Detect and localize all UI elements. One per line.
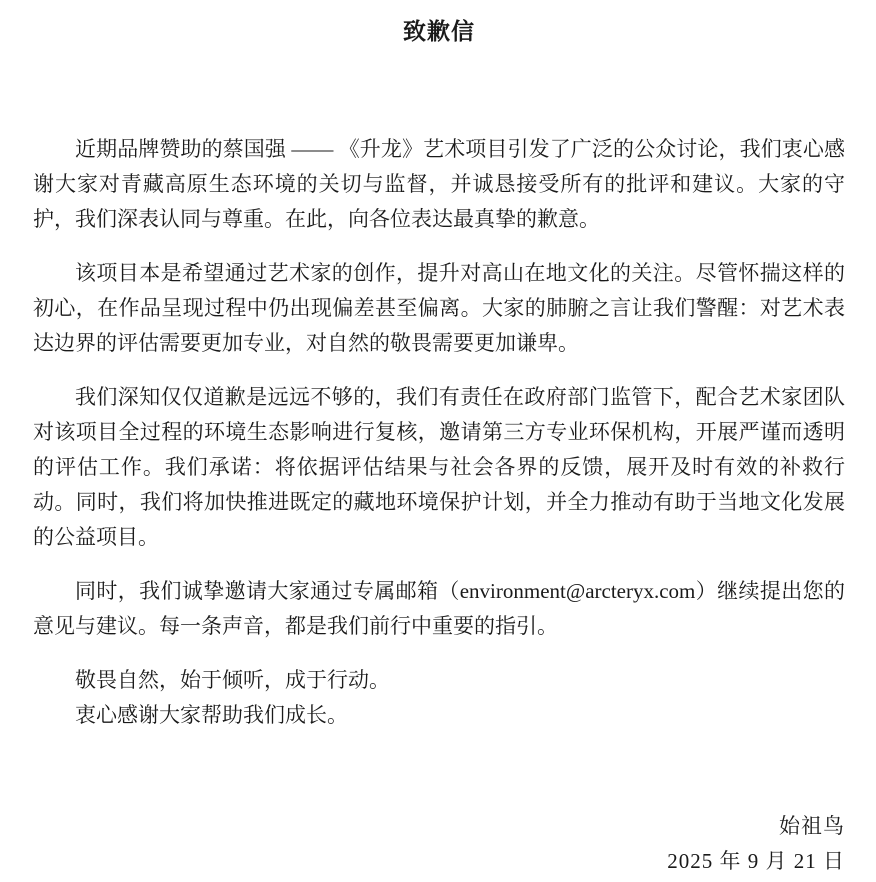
page-title: 致歉信 [403,19,475,44]
paragraph-project-intent: 该项目本是希望通过艺术家的创作，提升对高山在地文化的关注。尽管怀揣这样的初心，在作品呈现过程中仍出现偏差甚至偏离。大家的肺腑之言让我们警醒：对艺术表达边界的评估需要更加专业，对自然的敬畏需要更加谦卑。 [33,261,845,355]
signature-brand: 始祖鸟 [779,814,845,838]
signature-date: 2025 年 9 月 21 日 [667,849,845,873]
closing-line-thanks: 衷心感谢大家帮助我们成长。 [75,703,348,727]
paragraph-remediation: 我们深知仅仅道歉是远远不够的，我们有责任在政府部门监管下，配合艺术家团队对该项目全过程的环境生态影响进行复核，邀请第三方专业环保机构，开展严谨而透明的评估工作。我们承诺：将依据评估结果与社会各界的反馈，展开及时有效的补救行动。同时，我们将加快推进既定的藏地环境保护计划，并全力推动有助于当地文化发展的公益项目。 [33,385,845,549]
signature-block [33,809,845,879]
closing-line-motto: 敬畏自然，始于倾听，成于行动。 [75,668,390,692]
letter-body [33,132,845,733]
paragraph-intro: 近期品牌赞助的蔡国强 —— 《升龙》艺术项目引发了广泛的公众讨论，我们衷心感谢大家对青藏高原生态环境的关切与监督，并诚恳接受所有的批评和建议。大家的守护，我们深表认同与尊重。在此，向各位表达最真挚的歉意。 [33,137,845,231]
paragraph-feedback-email: 同时，我们诚挚邀请大家通过专属邮箱（environment@arcteryx.com）继续提出您的意见与建议。每一条声音，都是我们前行中重要的指引。 [33,579,845,638]
